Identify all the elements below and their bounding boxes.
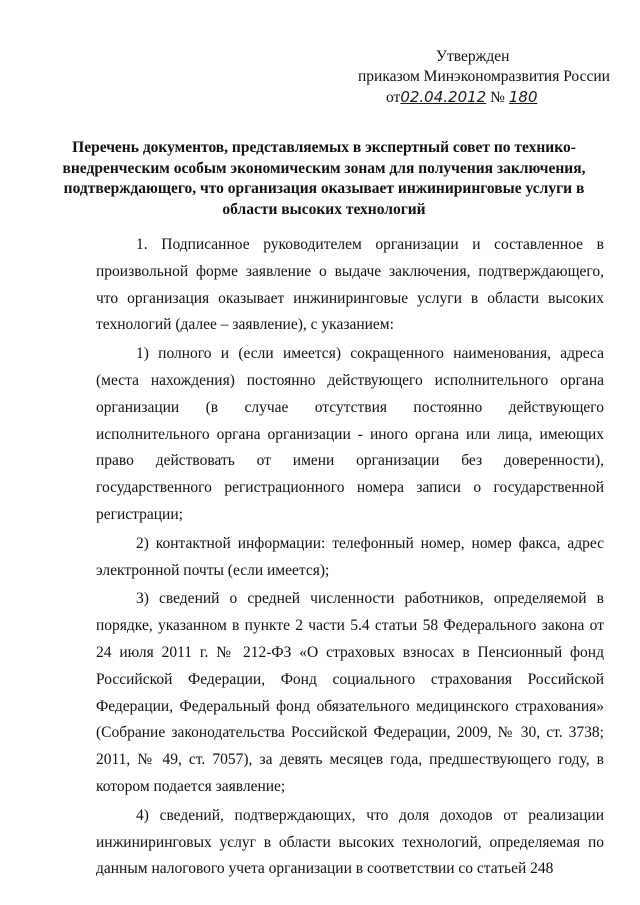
- approval-date-line: [340, 87, 610, 108]
- paragraph-1-2: 2) контактной информации: телефонный номер, номер факса, адрес электронной почты (если имеется);: [96, 534, 604, 579]
- document-body: [96, 232, 604, 883]
- paragraph-1-3: 3) сведений о средней численности работников, определяемой в порядке, указанном в пункте 2 части 5.4 статьи 58 Федерального закона от 24 июля 2011 г. № 212-ФЗ «О страховых взносах в Пенсионный фонд Российской Федерации, Фонд социального страхования Российской Федерации, Федеральный фонд обязательного медицинского страхования» (Собрание законодательства Российской Федерации, 2009, № 30, ст. 3738; 2011, № 49, ст. 7057), за девять месяцев года, предшествующего году, в котором подается заявление;: [96, 590, 604, 795]
- approval-order: приказом Минэкономразвития России: [358, 68, 610, 85]
- paragraph-1-4: 4) сведений, подтверждающих, что доля доходов от реализации инжиниринговых услуг в области высоких технологий, определяемая по данным налогового учета организации в соответствии со статьей 248: [96, 806, 604, 878]
- approval-from-prefix: от: [386, 89, 401, 106]
- approval-title: Утвержден: [436, 48, 510, 65]
- document-title: Перечень документов, представляемых в экспертный совет по технико-внедренческим особым экономическим зонам для получения заключения, подтверждающего, что организация оказывает инжиниринговые услуги в области высоких технологий: [62, 139, 586, 218]
- approval-number-prefix: №: [490, 89, 505, 106]
- handwritten-date: 02.04.2012: [400, 88, 487, 106]
- paragraph-1-1: 1) полного и (если имеется) сокращенного наименования, адреса (места нахождения) постоянно действующего исполнительного органа организации (в случае отсутствия постоянно действующего исполнительного органа организации - иного органа или лица, имеющих право действовать от имени организации без доверенности), государственного регистрационного номера записи о государственной регистрации;: [96, 345, 604, 523]
- paragraph-1: 1. Подписанное руководителем организации и составленное в произвольной форме заявление о выдаче заключения, подтверждающего, что организация оказывает инжиниринговые услуги в области высоких технологий (далее – заявление), с указанием:: [96, 236, 604, 334]
- handwritten-number: 180: [508, 88, 538, 106]
- approval-stamp: [340, 47, 610, 108]
